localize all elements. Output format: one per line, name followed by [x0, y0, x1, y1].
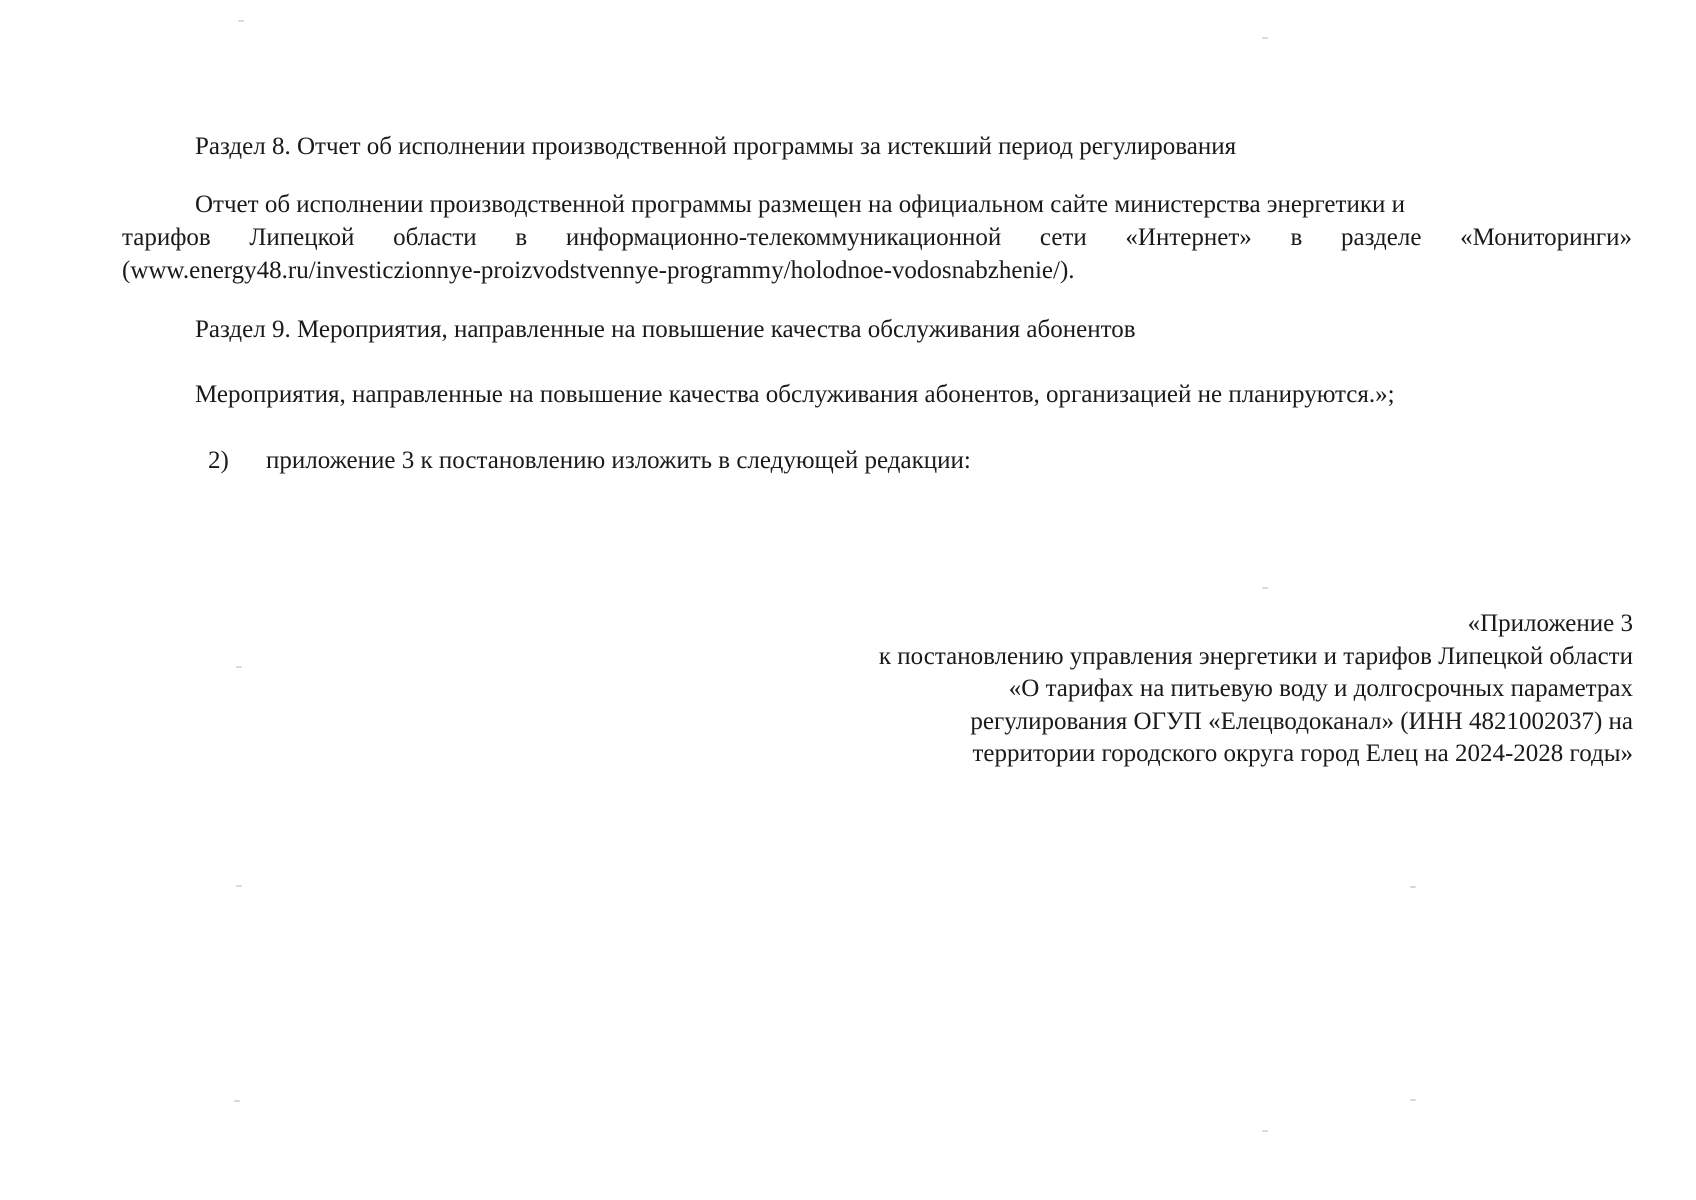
section-8-paragraph-line-3: [122, 254, 1632, 287]
scan-speck: [1262, 587, 1268, 589]
section-8-heading: Раздел 8. Отчет об исполнении производственной программы за истекший период регулирования: [195, 133, 1237, 160]
appendix-line-4: регулирования ОГУП «Елецводоканал» (ИНН 4821002037) на: [970, 707, 1633, 735]
section-8-paragraph-line-1: [122, 188, 1632, 221]
scan-speck: [1262, 37, 1268, 39]
section-8-line-1-text: Отчет об исполнении производственной программы размещен на официальном сайте министерства энергетики и: [195, 191, 1405, 218]
section-9-paragraph: Мероприятия, направленные на повышение качества обслуживания абонентов, организацией не планируются.»;: [195, 381, 1395, 408]
section-8-paragraph-line-2: [122, 221, 1632, 254]
item-2-text: приложение 3 к постановлению изложить в следующей редакции:: [266, 447, 971, 474]
scan-speck: [1410, 1099, 1416, 1101]
appendix-title: «Приложение 3: [1467, 610, 1633, 637]
appendix-line-2: к постановлению управления энергетики и тарифов Липецкой области: [878, 642, 1633, 670]
scan-speck: [1262, 1130, 1268, 1132]
appendix-line-3: «О тарифах на питьевую воду и долгосрочных параметрах: [1008, 675, 1633, 702]
section-8-paragraph: [122, 188, 1632, 287]
scan-speck: [236, 885, 242, 887]
section-9-heading: Раздел 9. Мероприятия, направленные на повышение качества обслуживания абонентов: [195, 316, 1136, 343]
scan-speck: [238, 20, 244, 22]
scan-speck: [1410, 886, 1416, 888]
scan-speck: [236, 666, 242, 668]
scan-speck: [234, 1100, 240, 1102]
appendix-line-5: территории городского округа город Елец на 2024-2028 годы»: [972, 740, 1633, 767]
item-2-number: 2): [208, 447, 229, 474]
appendix-header: [879, 608, 1633, 771]
monitoring-url: (www.energy48.ru/investiczionnye-proizvodstvennye-programmy/holodnoe-vodosnabzhenie/).: [122, 257, 1075, 284]
section-8-line-2-text: тарифов Липецкой области в информационно-телекоммуникационной сети «Интернет» в разделе «Мониторинги»: [122, 224, 1632, 251]
